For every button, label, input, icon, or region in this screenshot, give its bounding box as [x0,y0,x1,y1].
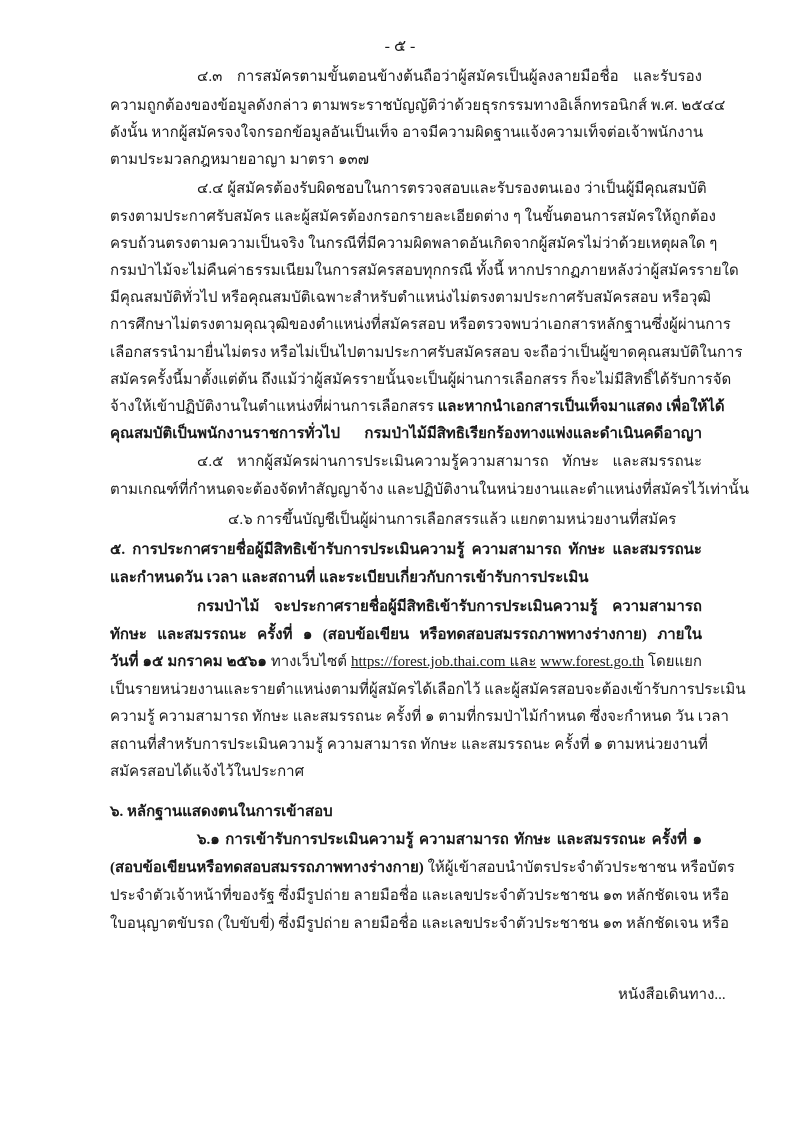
website-link[interactable]: https://forest.job.thai.com และ [350,654,537,670]
text-segment: การศึกษาไม่ตรงตามคุณวุฒิของตำแหน่งที่สมัครสอบ หรือตรวจพบว่าเอกสารหลักฐานซึ่งผู้ผ่านการ [110,317,731,333]
text-line [110,799,702,825]
continuation-note: หนังสือเดินทาง... [618,987,726,1003]
text-line [110,231,718,257]
text-line [197,176,707,202]
bold-text: กรมป่าไม้ จะประกาศรายชื่อผู้มีสิทธิเข้ารับการประเมินความรู้ ความสามารถ [197,599,702,615]
text-line [110,258,739,284]
bold-text: คุณสมบัติเป็นพนักงานราชการทั่วไป กรมป่าไม้มีสิทธิเรียกร้องทางแพ่งและดำเนินคดีอาญา [110,426,702,442]
text-line [110,367,732,393]
text-segment: ให้ผู้เข้าสอบนำบัตรประจำตัวประชาชน หรือบัตร [423,860,735,876]
text-segment: ๔.๔ ผู้สมัครต้องรับผิดชอบในการตรวจสอบและรับรองตนเอง ว่าเป็นผู้มีคุณสมบัติ [197,181,707,197]
text-line [110,204,716,230]
text-segment: สถานที่สำหรับการประเมินความรู้ ความสามารถ ทักษะ และสมรรถนะ ครั้งที่ ๑ ตามหน่วยงานที่ [110,737,708,753]
text-segment: สมัครครั้งนี้มาตั้งแต่ต้น ถึงแม้ว่าผู้สมัครรายนั้นจะเป็นผู้ผ่านการเลือกสรร ก็จะไม่มีสิทธิ์ได้รับการจัด [110,372,732,388]
text-line [110,312,731,338]
bold-text: วันที่ ๑๕ มกราคม ๒๕๖๑ [110,654,267,670]
text-segment: มีคุณสมบัติทั่วไป หรือคุณสมบัติเฉพาะสำหรับตำแหน่งไม่ตรงตามประกาศรับสมัครสอบ หรือวุฒิ [110,290,711,306]
text-segment: ตามประมวลกฎหมายอาญา มาตรา ๑๓๗ [110,152,370,168]
text-line [197,64,702,90]
bold-text: (สอบข้อเขียนหรือทดสอบสมรรถภาพทางร่างกาย) [110,860,424,876]
text-line [110,537,702,563]
text-segment: ประจำตัวเจ้าหน้าที่ของรัฐ ซึ่งมีรูปถ่าย ลายมือชื่อ และเลขประจำตัวประชาชน ๑๓ หลักชัดเจน หรือ [110,888,730,904]
text-segment: จ้างให้เข้าปฏิบัติงานในตำแหน่งที่ผ่านการเลือกสรร [110,399,438,415]
text-line [110,759,702,785]
text-line [110,340,743,366]
text-segment: ๔.๖ การขึ้นบัญชีเป็นผู้ผ่านการเลือกสรรแล้ว แยกตามหน่วยงานที่สมัคร [228,512,677,528]
bold-text: ทักษะ และสมรรถนะ ครั้งที่ ๑ (สอบข้อเขียน หรือทดสอบสมรรถภาพทางร่างกาย) ภายใน [110,627,702,643]
text-line [110,677,746,703]
text-line [110,421,702,447]
bold-text: ๖.๑ การเข้ารับการประเมินความรู้ ความสามารถ ทักษะ และสมรรถนะ ครั้งที่ ๑ [197,832,702,848]
bold-text: ๖. หลักฐานแสดงตนในการเข้าสอบ [110,804,333,820]
text-segment: สมัครสอบได้แจ้งไว้ในประกาศ [110,764,305,780]
bold-text: และกำหนดวัน เวลา และสถานที่ และระเบียบเกี่ยวกับการเข้ารับการประเมิน [110,570,589,586]
text-line [110,120,702,146]
bold-text: ๕. การประกาศรายชื่อผู้มีสิทธิเข้ารับการประเมินความรู้ ความสามารถ ทักษะ และสมรรถนะ [110,542,702,558]
text-segment: เป็นรายหน่วยงานและรายตำแหน่งตามที่ผู้สมัครได้เลือกไว้ และผู้สมัครสอบจะต้องเข้ารับการประเมิน [110,682,746,698]
text-segment: ความถูกต้องของข้อมูลดังกล่าว ตามพระราชบัญญัติว่าด้วยธุรกรรมทางอิเล็กทรอนิกส์ พ.ศ. ๒๕๔๔ [110,98,726,114]
text-segment: ใบอนุญาตขับรถ (ใบขับขี่) ซึ่งมีรูปถ่าย ลายมือชื่อ และเลขประจำตัวประชาชน ๑๓ หลักชัดเจน หรือ [110,916,729,932]
page-number: - ๕ - [384,38,416,55]
text-line [228,507,702,533]
text-line [197,594,702,620]
text-line [110,732,708,758]
text-segment: ทางเว็บไซต์ [266,654,351,670]
text-segment: ดังนั้น หากผู้สมัครจงใจกรอกข้อมูลอันเป็นเท็จ อาจมีความผิดฐานแจ้งความเท็จต่อเจ้าพนักงาน [110,125,704,141]
text-segment: เลือกสรรนำมายื่นไม่ตรง หรือไม่เป็นไปตามประกาศรับสมัครสอบ จะถือว่าเป็นผู้ขาดคุณสมบัติในการ [110,345,743,361]
text-segment: ครบถ้วนตรงตามความเป็นจริง ในกรณีที่มีความผิดพลาดอันเกิดจากผู้สมัครไม่ว่าด้วยเหตุผลใด ๆ [110,236,718,252]
text-line [110,883,730,909]
text-line [197,449,702,475]
text-segment: ๔.๕ หากผู้สมัครผ่านการประเมินความรู้ความสามารถ ทักษะ และสมรรถนะ [197,454,702,470]
text-line [110,394,725,420]
text-line [110,649,702,675]
text-segment: ตามเกณฑ์ที่กำหนดจะต้องจัดทำสัญญาจ้าง และปฏิบัติงานในหน่วยงานและตำแหน่งที่สมัครไว้เท่านั้น [110,482,749,498]
text-line [110,855,735,881]
text-line [110,285,711,311]
text-segment: ตรงตามประกาศรับสมัคร และผู้สมัครต้องกรอกรายละเอียดต่าง ๆ ในขั้นตอนการสมัครให้ถูกต้อง [110,209,716,225]
text-line [110,704,729,730]
bold-text: และหากนำเอกสารเป็นเท็จมาแสดง เพื่อให้ได้ [437,399,725,415]
text-line [110,93,726,119]
text-line [110,477,749,503]
text-line [110,911,729,937]
text-segment: ความรู้ ความสามารถ ทักษะ และสมรรถนะ ครั้งที่ ๑ ตามที่กรมป่าไม้กำหนด ซึ่งจะกำหนด วัน เวลา [110,709,729,725]
website-link[interactable]: www.forest.go.th [540,654,644,670]
text-segment: กรมป่าไม้จะไม่คืนค่าธรรมเนียมในการสมัครสอบทุกกรณี ทั้งนี้ หากปรากฏภายหลังว่าผู้สมัครรายใด [110,263,739,279]
text-line [110,147,702,173]
text-segment: ๔.๓ การสมัครตามขั้นตอนข้างต้นถือว่าผู้สมัครเป็นผู้ลงลายมือชื่อ และรับรอง [197,69,702,85]
text-line [110,622,702,648]
text-line [110,565,702,591]
text-segment: โดยแยก [643,654,703,670]
text-line [197,827,702,853]
